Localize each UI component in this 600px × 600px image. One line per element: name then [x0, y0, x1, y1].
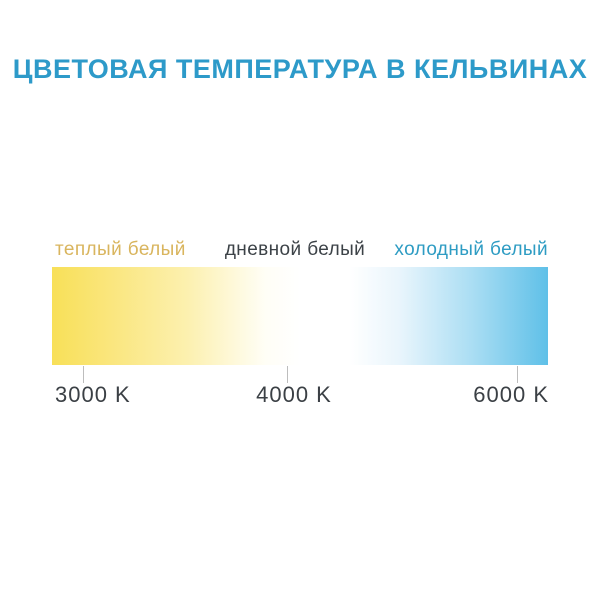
zone-label-cold-white: холодный белый [394, 239, 548, 260]
tick-line-6000k [517, 366, 518, 383]
tick-label-6000k: 6000 K [473, 382, 549, 407]
tick-line-3000k [83, 366, 84, 383]
zone-label-warm-white: теплый белый [55, 239, 186, 260]
tick-label-4000k: 4000 K [256, 382, 332, 407]
zone-label-daylight-white: дневной белый [224, 239, 366, 260]
tick-label-3000k: 3000 K [55, 382, 131, 407]
page-title: ЦВЕТОВАЯ ТЕМПЕРАТУРА В КЕЛЬВИНАХ [12, 54, 588, 84]
tick-line-4000k [287, 366, 288, 383]
kelvin-gradient-bar [52, 267, 548, 365]
